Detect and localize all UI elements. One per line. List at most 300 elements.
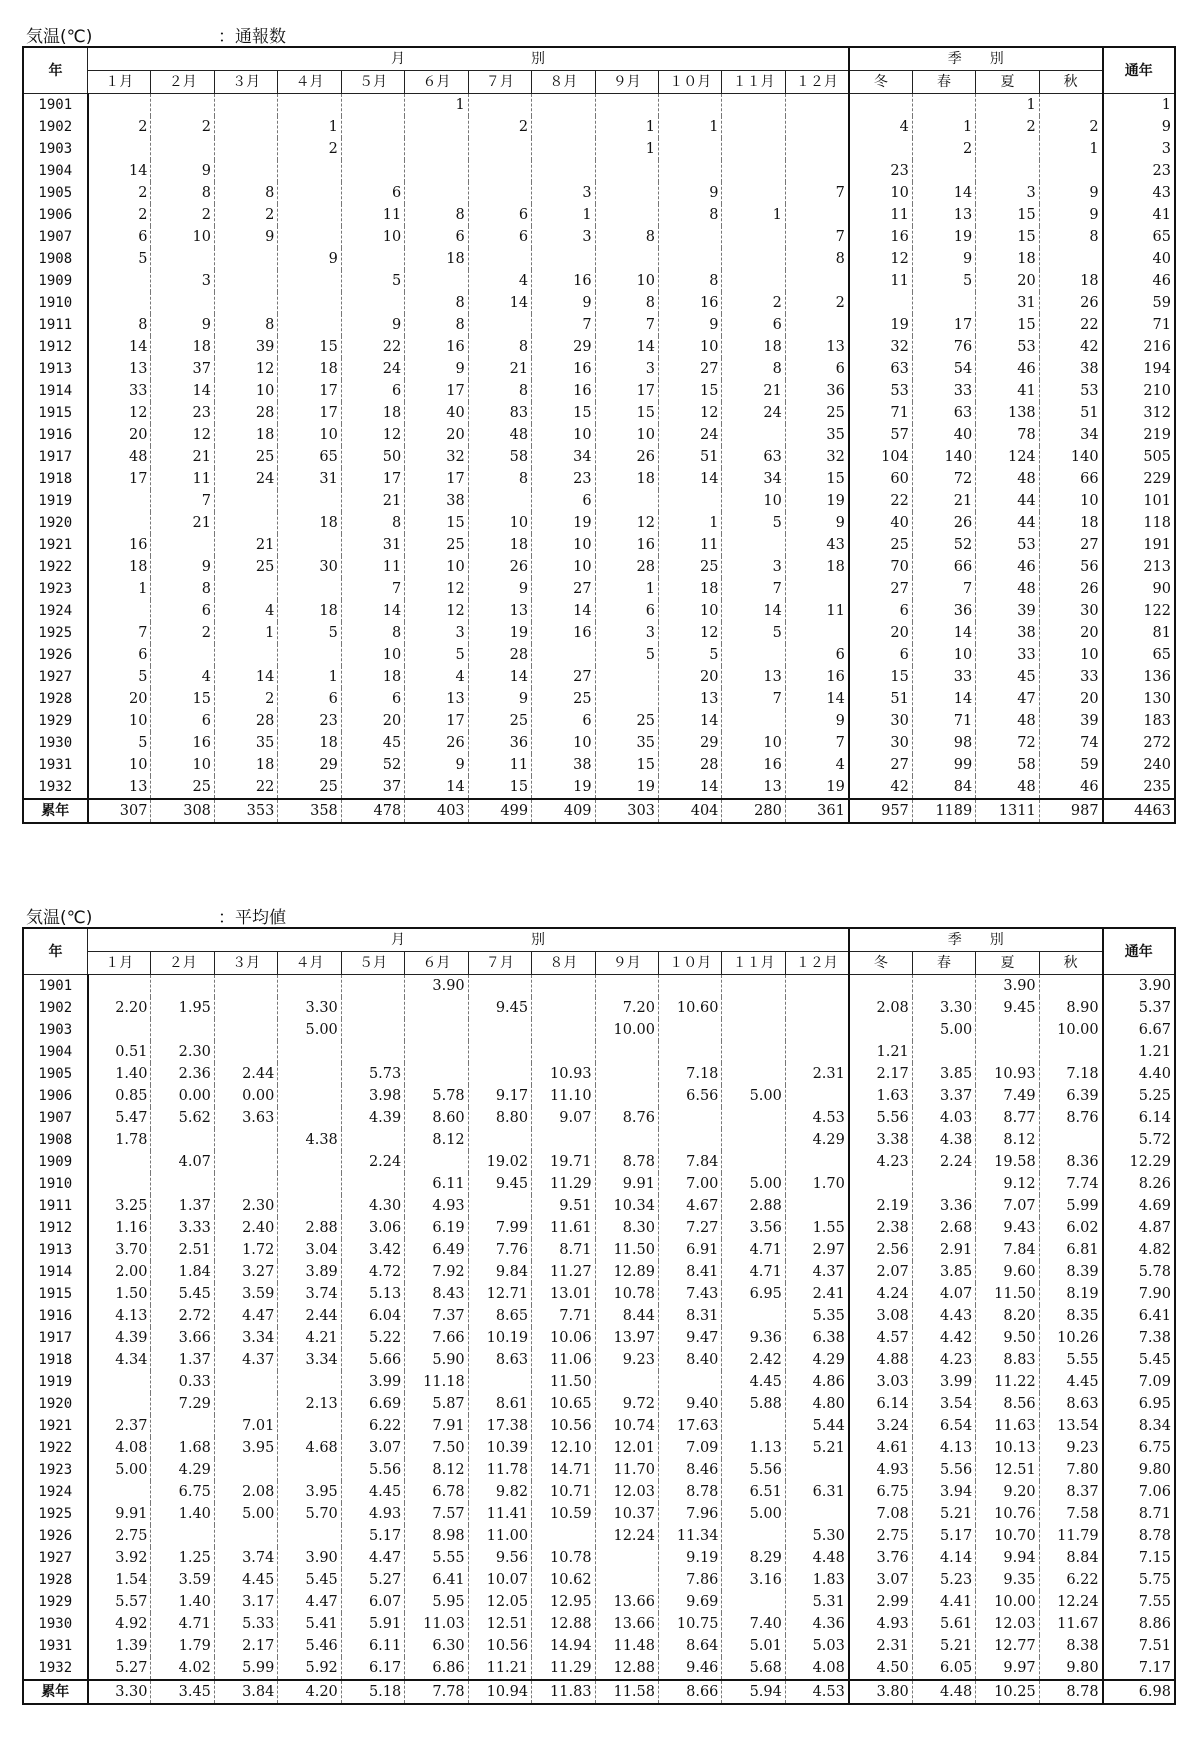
- value-cell: [88, 1481, 151, 1503]
- table-row: [23, 1680, 1175, 1704]
- value-cell: 12: [341, 424, 404, 446]
- value-cell: 48: [976, 776, 1039, 799]
- value-cell: 5.00: [722, 1085, 785, 1107]
- value-cell: 8: [405, 292, 468, 314]
- value-cell: 48: [88, 446, 151, 468]
- value-cell: 17: [88, 468, 151, 490]
- year-cell: 1915: [23, 402, 88, 424]
- value-cell: [722, 1107, 785, 1129]
- value-cell: 3.06: [341, 1217, 404, 1239]
- value-cell: 26: [405, 732, 468, 754]
- value-cell: 8.78: [1103, 1525, 1175, 1547]
- value-cell: 8.44: [595, 1305, 658, 1327]
- year-cell: 1929: [23, 710, 88, 732]
- value-cell: 66: [1039, 468, 1102, 490]
- table-row: [23, 248, 1175, 270]
- value-cell: 7.20: [595, 997, 658, 1019]
- value-cell: 29: [658, 732, 721, 754]
- year-cell: 1924: [23, 1481, 88, 1503]
- value-cell: [532, 248, 595, 270]
- year-cell: 1914: [23, 380, 88, 402]
- value-cell: 4.02: [151, 1657, 214, 1680]
- value-cell: 56: [1039, 556, 1102, 578]
- value-cell: [722, 226, 785, 248]
- value-cell: 11.34: [658, 1525, 721, 1547]
- value-cell: 4: [151, 666, 214, 688]
- value-cell: 3: [405, 622, 468, 644]
- value-cell: 5: [88, 666, 151, 688]
- value-cell: 10.06: [532, 1327, 595, 1349]
- value-cell: 16: [722, 754, 785, 776]
- value-cell: 8: [785, 248, 849, 270]
- value-cell: 5.21: [785, 1437, 849, 1459]
- value-cell: [595, 94, 658, 117]
- year-cell: 1932: [23, 776, 88, 799]
- value-cell: 48: [976, 710, 1039, 732]
- value-cell: 9.20: [976, 1481, 1039, 1503]
- value-cell: 15: [532, 402, 595, 424]
- value-cell: 987: [1039, 799, 1102, 823]
- value-cell: 4: [849, 116, 912, 138]
- value-cell: 15: [278, 336, 341, 358]
- value-cell: 4.80: [785, 1393, 849, 1415]
- table-row: [23, 1569, 1175, 1591]
- value-cell: 4.29: [785, 1129, 849, 1151]
- value-cell: 35: [785, 424, 849, 446]
- value-cell: 11: [849, 270, 912, 292]
- value-cell: 8.86: [1103, 1613, 1175, 1635]
- value-cell: 10: [214, 380, 277, 402]
- year-cell: 累年: [23, 799, 88, 823]
- value-cell: 3.80: [849, 1680, 912, 1704]
- value-cell: 8.66: [658, 1680, 721, 1704]
- value-cell: 11: [658, 534, 721, 556]
- value-cell: 10.37: [595, 1503, 658, 1525]
- value-cell: [722, 534, 785, 556]
- value-cell: 8.56: [976, 1393, 1039, 1415]
- value-cell: 18: [1039, 270, 1102, 292]
- value-cell: 1: [1103, 94, 1175, 117]
- value-cell: [214, 1173, 277, 1195]
- value-cell: 53: [1039, 380, 1102, 402]
- value-cell: 43: [785, 534, 849, 556]
- value-cell: [405, 1063, 468, 1085]
- value-cell: 10.26: [1039, 1327, 1102, 1349]
- value-cell: [785, 160, 849, 182]
- value-cell: 9: [785, 512, 849, 534]
- count-caption-title: 気温(℃): [26, 27, 93, 47]
- value-cell: [278, 1415, 341, 1437]
- year-cell: 1917: [23, 446, 88, 468]
- value-cell: 12.29: [1103, 1151, 1175, 1173]
- value-cell: 41: [1103, 204, 1175, 226]
- value-cell: 9.80: [1039, 1657, 1102, 1680]
- value-cell: 6: [88, 226, 151, 248]
- table-row: [23, 1195, 1175, 1217]
- value-cell: 18: [595, 468, 658, 490]
- value-cell: 140: [1039, 446, 1102, 468]
- value-cell: 308: [151, 799, 214, 823]
- year-cell: 1917: [23, 1327, 88, 1349]
- table-row: [23, 1085, 1175, 1107]
- value-cell: 5.90: [405, 1349, 468, 1371]
- month-header: １月: [88, 952, 151, 975]
- value-cell: [151, 534, 214, 556]
- value-cell: 8.20: [976, 1305, 1039, 1327]
- value-cell: 63: [722, 446, 785, 468]
- month-header: １０月: [658, 952, 721, 975]
- value-cell: [405, 1151, 468, 1173]
- season-header: 夏: [976, 71, 1039, 94]
- value-cell: [341, 138, 404, 160]
- value-cell: 28: [214, 710, 277, 732]
- value-cell: 10.78: [595, 1283, 658, 1305]
- value-cell: 12.24: [1039, 1591, 1102, 1613]
- value-cell: 14: [88, 336, 151, 358]
- value-cell: 6.04: [341, 1305, 404, 1327]
- value-cell: 8.61: [468, 1393, 531, 1415]
- value-cell: 11: [785, 600, 849, 622]
- average-table: [22, 927, 1176, 1705]
- value-cell: 8.19: [1039, 1283, 1102, 1305]
- value-cell: 9.45: [468, 1173, 531, 1195]
- value-cell: 10: [658, 600, 721, 622]
- value-cell: 34: [722, 468, 785, 490]
- table-row: [23, 1415, 1175, 1437]
- value-cell: [278, 1063, 341, 1085]
- value-cell: 25: [785, 402, 849, 424]
- value-cell: 11.18: [405, 1371, 468, 1393]
- value-cell: 14: [595, 336, 658, 358]
- value-cell: 4.23: [912, 1349, 975, 1371]
- value-cell: 38: [532, 754, 595, 776]
- year-cell: 1922: [23, 556, 88, 578]
- value-cell: [214, 1041, 277, 1063]
- value-cell: [341, 116, 404, 138]
- value-cell: 11.63: [976, 1415, 1039, 1437]
- value-cell: 9: [785, 710, 849, 732]
- value-cell: 59: [1039, 754, 1102, 776]
- year-cell: 1923: [23, 578, 88, 600]
- value-cell: 10.25: [976, 1680, 1039, 1704]
- value-cell: 10.39: [468, 1437, 531, 1459]
- value-cell: 9.23: [1039, 1437, 1102, 1459]
- value-cell: [658, 1019, 721, 1041]
- value-cell: 78: [976, 424, 1039, 446]
- value-cell: [785, 997, 849, 1019]
- value-cell: 32: [849, 336, 912, 358]
- value-cell: 13: [658, 688, 721, 710]
- table-row: [23, 688, 1175, 710]
- value-cell: 3.84: [214, 1680, 277, 1704]
- value-cell: 17: [341, 468, 404, 490]
- value-cell: 4.92: [88, 1613, 151, 1635]
- value-cell: [595, 160, 658, 182]
- value-cell: 20: [1039, 622, 1102, 644]
- value-cell: 2.41: [785, 1283, 849, 1305]
- value-cell: 8: [214, 314, 277, 336]
- value-cell: [785, 975, 849, 998]
- value-cell: 2.56: [849, 1239, 912, 1261]
- value-cell: 6.75: [1103, 1437, 1175, 1459]
- value-cell: [595, 1569, 658, 1591]
- value-cell: 54: [912, 358, 975, 380]
- value-cell: 9: [1039, 204, 1102, 226]
- value-cell: 11.50: [532, 1371, 595, 1393]
- value-cell: 11: [849, 204, 912, 226]
- value-cell: 8.71: [1103, 1503, 1175, 1525]
- value-cell: 7.09: [658, 1437, 721, 1459]
- value-cell: 71: [1103, 314, 1175, 336]
- value-cell: 33: [976, 644, 1039, 666]
- value-cell: 18: [1039, 512, 1102, 534]
- value-cell: [722, 424, 785, 446]
- value-cell: 2: [1039, 116, 1102, 138]
- value-cell: 12.24: [595, 1525, 658, 1547]
- table-row: [23, 512, 1175, 534]
- value-cell: 16: [88, 534, 151, 556]
- table-row: [23, 1437, 1175, 1459]
- value-cell: 6: [849, 644, 912, 666]
- value-cell: [722, 270, 785, 292]
- value-cell: 25: [214, 446, 277, 468]
- value-cell: 3.04: [278, 1239, 341, 1261]
- value-cell: [532, 644, 595, 666]
- value-cell: 12.51: [468, 1613, 531, 1635]
- year-cell: 1905: [23, 1063, 88, 1085]
- table-row: [23, 138, 1175, 160]
- value-cell: 12: [214, 358, 277, 380]
- value-cell: 10: [405, 556, 468, 578]
- value-cell: [976, 138, 1039, 160]
- value-cell: 1.40: [151, 1503, 214, 1525]
- month-header: １２月: [785, 952, 849, 975]
- value-cell: 5: [88, 732, 151, 754]
- value-cell: 17: [405, 380, 468, 402]
- value-cell: 10.93: [532, 1063, 595, 1085]
- table-row: [23, 556, 1175, 578]
- year-cell: 1908: [23, 248, 88, 270]
- value-cell: 4.47: [341, 1547, 404, 1569]
- month-header: ８月: [532, 71, 595, 94]
- value-cell: 3.99: [341, 1371, 404, 1393]
- value-cell: 63: [849, 358, 912, 380]
- year-cell: 1918: [23, 1349, 88, 1371]
- count-caption-subtitle: ：通報数: [218, 27, 286, 47]
- value-cell: 99: [912, 754, 975, 776]
- value-cell: 11: [341, 556, 404, 578]
- value-cell: 219: [1103, 424, 1175, 446]
- value-cell: 2.17: [214, 1635, 277, 1657]
- value-cell: 39: [214, 336, 277, 358]
- value-cell: 9.84: [468, 1261, 531, 1283]
- value-cell: [658, 1041, 721, 1063]
- value-cell: 3.34: [278, 1349, 341, 1371]
- value-cell: [278, 490, 341, 512]
- value-cell: [976, 1041, 1039, 1063]
- year-cell: 1920: [23, 1393, 88, 1415]
- value-cell: 7.86: [658, 1569, 721, 1591]
- value-cell: [658, 160, 721, 182]
- value-cell: 7.37: [405, 1305, 468, 1327]
- average-caption-subtitle: ：平均値: [218, 908, 286, 928]
- value-cell: 8.37: [1039, 1481, 1102, 1503]
- value-cell: 3.37: [912, 1085, 975, 1107]
- table-row: [23, 1261, 1175, 1283]
- value-cell: 10: [278, 424, 341, 446]
- value-cell: 21: [912, 490, 975, 512]
- value-cell: 191: [1103, 534, 1175, 556]
- value-cell: [468, 1019, 531, 1041]
- value-cell: 7: [88, 622, 151, 644]
- value-cell: 4.34: [88, 1349, 151, 1371]
- value-cell: 15: [595, 754, 658, 776]
- value-cell: 5: [278, 622, 341, 644]
- value-cell: 2.31: [849, 1635, 912, 1657]
- value-cell: 6.14: [1103, 1107, 1175, 1129]
- value-cell: 138: [976, 402, 1039, 424]
- value-cell: 10.70: [976, 1525, 1039, 1547]
- value-cell: 2.91: [912, 1239, 975, 1261]
- value-cell: 7.51: [1103, 1635, 1175, 1657]
- table-row: [23, 1349, 1175, 1371]
- value-cell: 14: [532, 600, 595, 622]
- value-cell: 2.07: [849, 1261, 912, 1283]
- table-row: [23, 1613, 1175, 1635]
- value-cell: 16: [532, 622, 595, 644]
- value-cell: 4.69: [1103, 1195, 1175, 1217]
- value-cell: [214, 512, 277, 534]
- value-cell: 2.51: [151, 1239, 214, 1261]
- value-cell: 6.69: [341, 1393, 404, 1415]
- value-cell: 5.66: [341, 1349, 404, 1371]
- average-caption: [26, 903, 286, 928]
- value-cell: 7.09: [1103, 1371, 1175, 1393]
- table-row: [23, 644, 1175, 666]
- value-cell: [278, 975, 341, 998]
- value-cell: [214, 248, 277, 270]
- value-cell: 7.07: [976, 1195, 1039, 1217]
- value-cell: 7.99: [468, 1217, 531, 1239]
- value-cell: 4.50: [849, 1657, 912, 1680]
- value-cell: [532, 138, 595, 160]
- value-cell: 2.88: [722, 1195, 785, 1217]
- value-cell: 7: [722, 578, 785, 600]
- value-cell: [722, 975, 785, 998]
- value-cell: 3: [1103, 138, 1175, 160]
- value-cell: [722, 710, 785, 732]
- value-cell: [214, 1459, 277, 1481]
- value-cell: 58: [468, 446, 531, 468]
- value-cell: 6: [849, 600, 912, 622]
- value-cell: 16: [405, 336, 468, 358]
- value-cell: [468, 182, 531, 204]
- value-cell: 5.00: [722, 1173, 785, 1195]
- value-cell: 4.48: [785, 1547, 849, 1569]
- value-cell: 34: [532, 446, 595, 468]
- year-cell: 1916: [23, 424, 88, 446]
- value-cell: 3.85: [912, 1063, 975, 1085]
- value-cell: 2: [785, 292, 849, 314]
- value-cell: 7.57: [405, 1503, 468, 1525]
- value-cell: 4: [468, 270, 531, 292]
- value-cell: 10: [341, 644, 404, 666]
- value-cell: 5.17: [912, 1525, 975, 1547]
- value-cell: 6.07: [341, 1591, 404, 1613]
- season-header: 秋: [1039, 71, 1102, 94]
- value-cell: 4.29: [151, 1459, 214, 1481]
- table-row: [23, 1239, 1175, 1261]
- value-cell: 9.50: [976, 1327, 1039, 1349]
- value-cell: 8.84: [1039, 1547, 1102, 1569]
- value-cell: [785, 1085, 849, 1107]
- value-cell: 6.78: [405, 1481, 468, 1503]
- value-cell: [214, 975, 277, 998]
- value-cell: 6: [341, 688, 404, 710]
- value-cell: 3.59: [214, 1283, 277, 1305]
- value-cell: 44: [976, 512, 1039, 534]
- table-row: [23, 710, 1175, 732]
- value-cell: 18: [278, 732, 341, 754]
- value-cell: [214, 1393, 277, 1415]
- value-cell: 4463: [1103, 799, 1175, 823]
- table-row: [23, 1283, 1175, 1305]
- value-cell: [722, 160, 785, 182]
- value-cell: 17: [912, 314, 975, 336]
- value-cell: 11.61: [532, 1217, 595, 1239]
- value-cell: 8.63: [468, 1349, 531, 1371]
- value-cell: 28: [658, 754, 721, 776]
- value-cell: 10.76: [976, 1503, 1039, 1525]
- table-row: [23, 1591, 1175, 1613]
- value-cell: 3.94: [912, 1481, 975, 1503]
- value-cell: 10: [1039, 644, 1102, 666]
- value-cell: 24: [214, 468, 277, 490]
- value-cell: 353: [214, 799, 277, 823]
- value-cell: 24: [722, 402, 785, 424]
- value-cell: 38: [405, 490, 468, 512]
- value-cell: 5.17: [341, 1525, 404, 1547]
- value-cell: 4.08: [88, 1437, 151, 1459]
- value-cell: 2.97: [785, 1239, 849, 1261]
- value-cell: 8.78: [658, 1481, 721, 1503]
- month-header: １０月: [658, 71, 721, 94]
- value-cell: 2.31: [785, 1063, 849, 1085]
- value-cell: [214, 94, 277, 117]
- value-cell: [658, 94, 721, 117]
- value-cell: 7.74: [1039, 1173, 1102, 1195]
- value-cell: 38: [976, 622, 1039, 644]
- value-cell: 4.36: [785, 1613, 849, 1635]
- value-cell: 4.39: [341, 1107, 404, 1129]
- value-cell: 3.90: [278, 1547, 341, 1569]
- value-cell: 7.58: [1039, 1503, 1102, 1525]
- value-cell: [722, 997, 785, 1019]
- value-cell: 13: [88, 776, 151, 799]
- value-cell: 6.05: [912, 1657, 975, 1680]
- value-cell: 10.75: [658, 1613, 721, 1635]
- value-cell: 14: [341, 600, 404, 622]
- value-cell: 10: [595, 270, 658, 292]
- value-cell: 34: [1039, 424, 1102, 446]
- value-cell: 12: [595, 512, 658, 534]
- value-cell: 7.66: [405, 1327, 468, 1349]
- value-cell: 9.91: [88, 1503, 151, 1525]
- value-cell: 1.37: [151, 1195, 214, 1217]
- value-cell: 6.95: [1103, 1393, 1175, 1415]
- year-cell: 1911: [23, 1195, 88, 1217]
- value-cell: 40: [849, 512, 912, 534]
